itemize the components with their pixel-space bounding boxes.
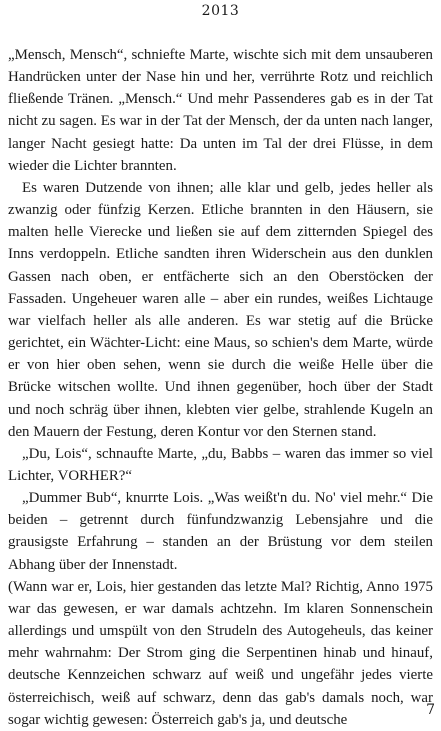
page-body bbox=[8, 44, 433, 731]
page-number: 7 bbox=[426, 702, 435, 718]
paragraph-1: „Mensch, Mensch“, schniefte Marte, wischte sich mit dem unsauberen Handrücken unter der Nase hin und her, verrührte Rotz und reichlich fließende Tränen. „Mensch.“ Und mehr Passenderes gab es in der Tat nicht zu sagen. Es war in der Tat der Mensch, der da unten nach langer, langer Nacht gesiegt hatte: Da unten im Tal der drei Flüsse, in dem wieder die Lichter brannten. bbox=[8, 47, 433, 174]
paragraph-4: „Dummer Bub“, knurrte Lois. „Was weißt'n du. No' viel mehr.“ Die beiden – getrennt durch fünfundzwanzig Lebensjahre und die grausigste Erfahrung – standen an der Brüstung vor dem steilen Abhang über der Innenstadt. bbox=[8, 490, 433, 573]
paragraph-2: Es waren Dutzende von ihnen; alle klar und gelb, jedes heller als zwanzig oder fünfzig Kerzen. Etliche brannten in den Häusern, sie malten helle Vierecke und ließen sie auf dem zitternden Spiegel des Inns verdoppeln. Etliche sandten ihren Widerschein aus den dunklen Gassen nach oben, er entfächerte sich an den Oberstöcken der Fassaden. Ungeheuer waren alle – aber ein rundes, weißes Lichtauge war vielfach heller als alle anderen. Es war stetig auf die Brücke gerichtet, ein Wächter-Licht: eine Maus, so schien's dem Marte, würde er von hier oben sehen, wenn sie durch die weiße Helle über die Brücke witschen wollte. Und ihnen gegenüber, hoch über der Stadt und noch schräg über ihnen, klebten vier gelbe, strahlende Kugeln an den Mauern der Festung, deren Kontur vor den Sternen stand. bbox=[8, 179, 433, 440]
paragraph-5: (Wann war er, Lois, hier gestanden das letzte Mal? Richtig, Anno 1975 war das gewesen, er war damals achtzehn. Im klaren Sonnenschein allerdings und umspült von den Strudeln des Autogeheuls, das keiner mehr wahrnahm: Der Strom ging die Serpentinen hinab und hinauf, deutsche Kennzeichen schwarz auf weiß und ungefähr jedes vierte österreichisch, weiß auf schwarz, denn das gab's damals noch, war sogar wichtig gewesen: Österreich gab's ja, und deutsche bbox=[8, 578, 433, 728]
running-header-year: 2013 bbox=[201, 3, 240, 19]
paragraph-3: „Du, Lois“, schnaufte Marte, „du, Babbs – waren das immer so viel Lichter, VORHER?“ bbox=[8, 445, 433, 484]
